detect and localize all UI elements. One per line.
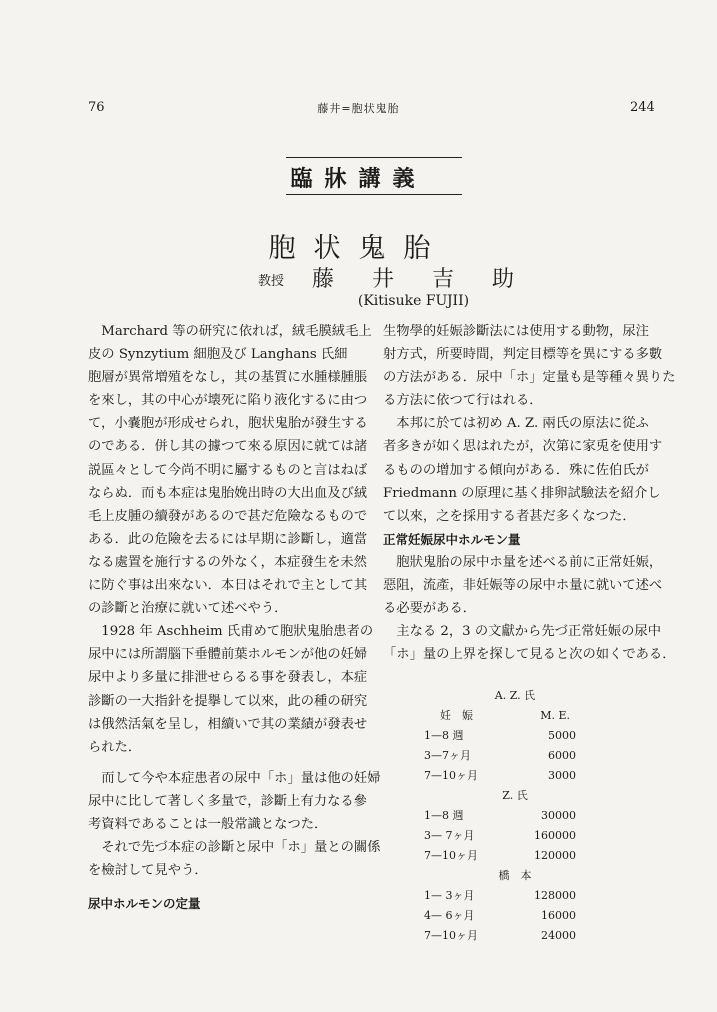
table-cell: 16000: [541, 909, 576, 922]
table-cell: 3—7ヶ月: [424, 749, 471, 762]
text-line: 胞狀鬼胎の尿中ホ量を述べる前に正常妊娠，: [383, 554, 663, 570]
table-row: [424, 846, 576, 866]
title-rule-top: [286, 157, 462, 158]
table-group-title: 橋 本: [498, 869, 532, 882]
article-title: 胞状鬼胎: [268, 233, 449, 264]
running-title: 藤井=胞状鬼胎: [317, 102, 400, 115]
title-rule-bottom: [286, 194, 462, 195]
table-cell: 7—10ヶ月: [424, 769, 478, 782]
table-cell: 7—10ヶ月: [424, 929, 478, 942]
text-line: 主なる 2，3 の文獻から先づ正常妊娠の尿中: [383, 624, 662, 640]
table-row: [424, 726, 576, 746]
page-number-left: 76: [88, 100, 105, 115]
table-cell: 1—8 週: [424, 729, 464, 742]
text-line: ならぬ．而も本症は鬼胎娩出時の大出血及び絨: [88, 485, 368, 501]
right-column: [383, 320, 676, 666]
section-title: 臨牀講義: [290, 166, 427, 192]
table-header-cell: M. E.: [540, 709, 570, 722]
text-line: 考資料であることは一般常識となつた．: [88, 816, 328, 832]
table-header-row: [424, 706, 576, 726]
text-line: 毛上皮腫の續發があるので甚だ危險なるもので: [88, 508, 368, 524]
table-cell: 120000: [534, 849, 576, 862]
table-row: [424, 766, 576, 786]
text-line: 而して今や本症患者の尿中「ホ」量は他の妊婦: [88, 770, 381, 786]
text-line: ある．此の危險を去るには早期に診斷し，適當: [88, 531, 368, 547]
text-line: る方法に依つて行はれる．: [383, 393, 543, 409]
left-subheading: 尿中ホルモンの定量: [88, 896, 201, 912]
table-cell: 1— 3ヶ月: [424, 889, 475, 902]
table-cell: 1—8 週: [424, 809, 464, 822]
hormone-table: [424, 686, 576, 946]
text-line: 者多きが如く思はれたが，次第に家兎を使用す: [383, 439, 663, 455]
table-cell: 24000: [541, 929, 576, 942]
author-romanized: (Kitisuke FUJII): [357, 293, 470, 309]
text-line: 本邦に於ては初め A. Z. 兩氏の原法に從ふ: [383, 416, 649, 432]
right-column-paragraphs-2: [383, 551, 676, 666]
text-line: なる處置を施行するの外なく，本症發生を未然: [88, 554, 367, 570]
text-line: られた．: [88, 739, 142, 755]
text-line: それで先づ本症の診斷と尿中「ホ」量との關係: [88, 840, 381, 856]
table-row: [424, 826, 576, 846]
text-line: 射方式，所要時間，判定目標等を異にする多數: [383, 347, 663, 363]
text-line: るものの增加する傾向がある．殊に佐伯氏が: [383, 462, 649, 478]
table-header-cell: 妊 娠: [440, 709, 473, 722]
text-line: 胞層が異常増殖をなし，其の基質に水腫様腫脹: [88, 370, 368, 386]
table-cell: 128000: [534, 889, 576, 902]
text-line: 皮の Synzytium 細胞及び Langhans 氏細: [88, 347, 348, 363]
text-line: る必要がある．: [383, 601, 477, 617]
table-row: [424, 906, 576, 926]
text-line: Friedmann の原理に基く排卵試驗法を紹介し: [383, 485, 661, 501]
text-line: 惡阻，流產，非妊娠等の尿中ホ量に就いて述べ: [383, 578, 663, 594]
table-cell: 6000: [548, 749, 576, 762]
text-line: を檢討して見やう．: [88, 863, 208, 879]
text-line: 尿中より多量に排泄せらるる事を發表し，本症: [88, 670, 368, 686]
text-line: は俄然活氣を呈し，相續いで其の業績が發表せ: [88, 716, 368, 732]
right-column-paragraphs: [383, 320, 676, 528]
text-line: Marchard 等の研究に依れば，絨毛膜絨毛上: [88, 324, 372, 339]
text-line: のである．併し其の據つて來る原因に就ては諸: [88, 439, 368, 455]
text-line: 診斷の一大指針を提擧して以來，此の種の研究: [88, 693, 368, 709]
table-cell: 30000: [541, 809, 576, 822]
table-group-title: Z. 氏: [502, 789, 528, 802]
text-line: て，小嚢胞が形成せられ，胞状鬼胎が發生する: [88, 416, 368, 432]
table-row: [424, 886, 576, 906]
text-line: [88, 759, 356, 767]
table-cell: 3000: [548, 769, 576, 782]
text-line: の方法がある．尿中「ホ」定量も是等種々異りた: [383, 370, 676, 386]
author-title: 教授: [258, 274, 285, 289]
table-group-title: A. Z. 氏: [494, 689, 536, 702]
table-row: [424, 926, 576, 946]
table-cell: 7—10ヶ月: [424, 849, 478, 862]
text-line: 「ホ」量の上界を探して見ると次の如くである．: [383, 647, 676, 663]
author-name: 藤井吉助: [312, 267, 553, 292]
text-line: 生物學的妊娠診斷法には使用する動物，尿注: [383, 324, 649, 339]
text-line: 説區々として今尚不明に屬するものと言はねば: [88, 462, 368, 478]
text-line: を來し，其の中心が壊死に陷り液化するに由つ: [88, 393, 368, 409]
text-line: て以來，之を採用する者甚だ多くなつた．: [383, 508, 636, 524]
page-number-right: 244: [630, 100, 655, 115]
table-row: [424, 746, 576, 766]
text-line: に防ぐ事は出來ない．本日はそれで主として其: [88, 578, 368, 594]
left-column: [88, 320, 381, 915]
table-cell: 3— 7ヶ月: [424, 829, 475, 842]
left-column-paragraphs: [88, 320, 381, 882]
table-cell: 4— 6ヶ月: [424, 909, 475, 922]
table-row: [424, 806, 576, 826]
text-line: 1928 年 Aschheim 氏甫めて胞狀鬼胎患者の: [88, 624, 374, 640]
right-subheading: 正常妊娠尿中ホルモン量: [383, 531, 521, 547]
text-line: 尿中に比して著しく多量で，診斷上有力なる參: [88, 793, 367, 809]
text-line: 尿中には所謂腦下垂體前葉ホルモンが他の妊婦: [88, 647, 368, 663]
table-cell: 5000: [548, 729, 576, 742]
table-cell: 160000: [534, 829, 576, 842]
text-line: の診斷と治療に就いて述べやう．: [88, 601, 288, 617]
